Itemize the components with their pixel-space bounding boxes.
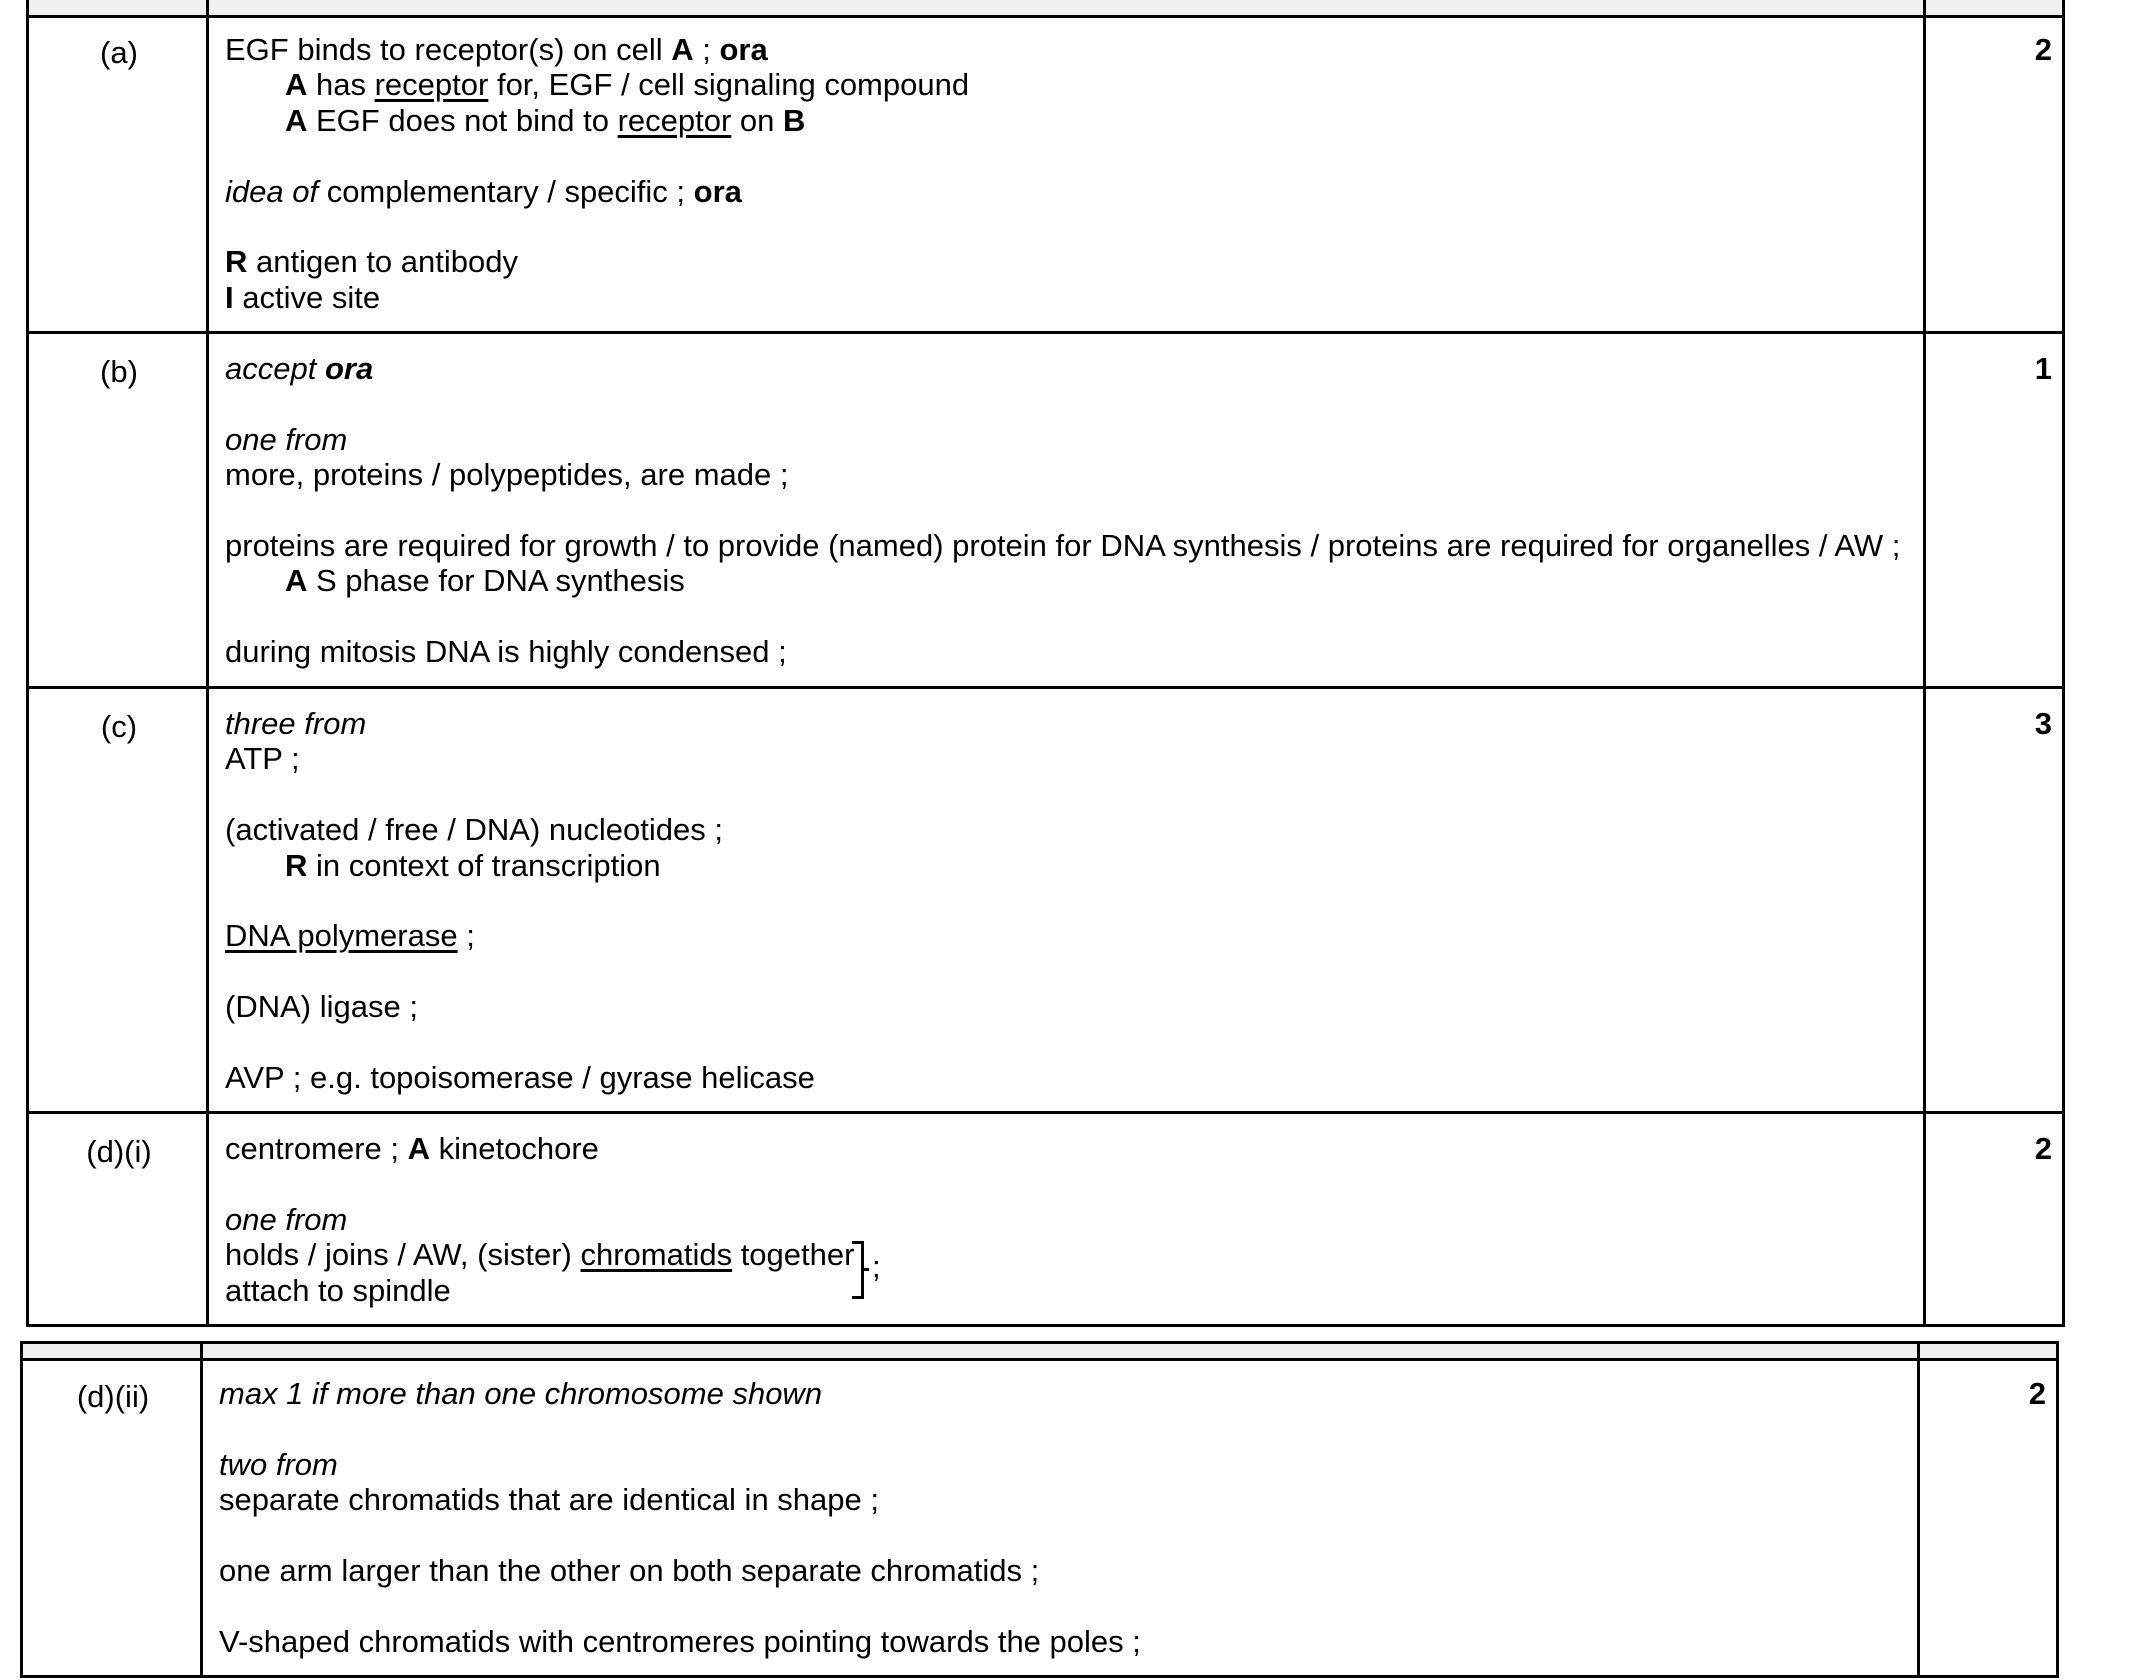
answer-line (225, 989, 1922, 1024)
blank-line (225, 954, 1922, 989)
blank-line (219, 1588, 1916, 1623)
answer-text: for, EGF / cell signaling compound (488, 67, 970, 103)
answer-text: ora (719, 32, 768, 67)
marks-cell: 2 (2034, 1131, 2052, 1166)
table-row-b (29, 334, 2062, 689)
blank-line (219, 1411, 1916, 1446)
answer-text: holds / joins / AW, (sister) (225, 1237, 581, 1273)
answer-line (219, 1447, 1916, 1482)
answer-text: V-shaped chromatids with centromeres pointing towards the poles ; (219, 1623, 1141, 1659)
answer-text: in context of transcription (307, 847, 661, 883)
table-row-c (29, 689, 2062, 1114)
answer-text: on (731, 102, 784, 138)
blank-line (225, 599, 1922, 634)
table-row-d-i (29, 1114, 2062, 1327)
answer-text: chromatids (580, 1237, 733, 1273)
answer-line (225, 1131, 1922, 1166)
answer-line (225, 528, 1922, 563)
blank-line (225, 386, 1922, 421)
answer-line (225, 706, 1922, 741)
marks-cell: 1 (2034, 351, 2052, 386)
blank-line (225, 1025, 1922, 1060)
answer-text: complementary / specific ; (318, 173, 694, 209)
answer-line (225, 741, 1922, 776)
mark-scheme-table-part-1 (26, 0, 2065, 1327)
answer-line (219, 1482, 1916, 1517)
answer-text: kinetochore (430, 1131, 599, 1166)
answer-text: during mitosis DNA is highly condensed ; (225, 634, 787, 670)
answer-text: I (225, 279, 234, 315)
answer-text: ATP ; (225, 741, 300, 777)
answer-text: active site (233, 279, 381, 315)
table-header-strip (23, 1341, 2056, 1361)
answer-line (225, 244, 1922, 279)
marks-cell: 2 (2034, 32, 2052, 67)
blank-line (225, 138, 1922, 173)
answer-line (225, 1237, 1922, 1272)
answer-text: three from (225, 706, 367, 741)
answer-line (225, 32, 1922, 67)
answer-text: EGF binds to receptor(s) on cell (225, 32, 672, 67)
answer-text: R (225, 244, 248, 280)
blank-line (225, 209, 1922, 244)
answer-text: (DNA) ligase ; (225, 989, 418, 1025)
answer-line (219, 1376, 1916, 1411)
answer-line (225, 634, 1922, 669)
answer-line (225, 174, 1922, 209)
answer-text: A (285, 102, 308, 138)
blank-line (225, 883, 1922, 918)
answer-text: has (307, 67, 375, 103)
answer-text: A (671, 32, 694, 67)
answer-text: A (407, 1131, 431, 1166)
answer-cell (225, 706, 1922, 1095)
answer-text: more, proteins / polypeptides, are made ; (225, 457, 789, 493)
question-number: (b) (100, 354, 138, 389)
blank-line (225, 1166, 1922, 1201)
answer-text: ora (324, 351, 374, 386)
marks-cell: 3 (2034, 706, 2052, 741)
answer-text: A (285, 67, 308, 103)
answer-text: max 1 if more than one chromosome shown (219, 1376, 823, 1411)
answer-cell (219, 1376, 1916, 1659)
question-number: (a) (100, 35, 138, 70)
answer-text: two from (219, 1446, 338, 1482)
answer-text: proteins are required for growth / to provide (named) protein for DNA synthesis / proteins are required for organelles / AW ; (225, 527, 1901, 563)
answer-line (225, 1273, 1922, 1308)
answer-text: (activated / free / DNA) nucleotides ; (225, 812, 723, 848)
answer-text: accept (225, 351, 325, 386)
question-number: (d)(i) (86, 1134, 152, 1169)
answer-text: AVP ; e.g. topoisomerase / gyrase helicase (225, 1059, 815, 1095)
answer-line (219, 1553, 1916, 1588)
answer-cell (225, 32, 1922, 315)
marks-cell: 2 (2028, 1376, 2046, 1411)
blank-line (225, 777, 1922, 812)
answer-line (225, 457, 1922, 492)
answer-line (225, 280, 1922, 315)
answer-cell (225, 351, 1922, 670)
answer-text: one from (225, 421, 348, 457)
answer-text: R (285, 847, 308, 883)
answer-text: centromere ; (225, 1131, 408, 1166)
answer-text: receptor (617, 102, 732, 138)
answer-line (225, 1202, 1922, 1237)
answer-line (225, 1060, 1922, 1095)
answer-text: A (285, 563, 308, 599)
answer-line (219, 1624, 1916, 1659)
answer-text: ; (693, 32, 720, 67)
answer-text: together (732, 1237, 855, 1273)
answer-text: ; (457, 918, 475, 954)
answer-text: DNA polymerase (225, 918, 458, 954)
answer-line (225, 351, 1922, 386)
answer-text: separate chromatids that are identical in shape ; (219, 1482, 879, 1518)
answer-text: one arm larger than the other on both separate chromatids ; (219, 1552, 1040, 1588)
answer-line (225, 563, 1922, 598)
question-number: (c) (100, 709, 138, 744)
answer-text: EGF does not bind to (307, 102, 618, 138)
answer-text: idea of (225, 173, 319, 209)
answer-text: attach to spindle (225, 1272, 451, 1308)
answer-text: receptor (374, 67, 489, 103)
table-row-a (29, 15, 2062, 334)
answer-text: B (783, 102, 806, 138)
mark-scheme-table-part-2 (20, 1341, 2059, 1678)
answer-cell (225, 1131, 1922, 1308)
answer-text: S phase for DNA synthesis (307, 563, 685, 599)
blank-line (219, 1518, 1916, 1553)
table-row-d-ii (23, 1359, 2056, 1678)
answer-line (225, 103, 1922, 138)
answer-text: one from (225, 1201, 348, 1237)
question-number: (d)(ii) (76, 1379, 150, 1414)
blank-line (225, 493, 1922, 528)
bracket-tick (861, 1268, 869, 1271)
answer-line (225, 67, 1922, 102)
answer-text: antigen to antibody (247, 244, 518, 280)
answer-line (225, 918, 1922, 953)
answer-line (225, 422, 1922, 457)
answer-line (225, 812, 1922, 847)
answer-line (225, 848, 1922, 883)
answer-text: ora (693, 173, 742, 209)
bracket-semicolon: ; (872, 1249, 881, 1284)
